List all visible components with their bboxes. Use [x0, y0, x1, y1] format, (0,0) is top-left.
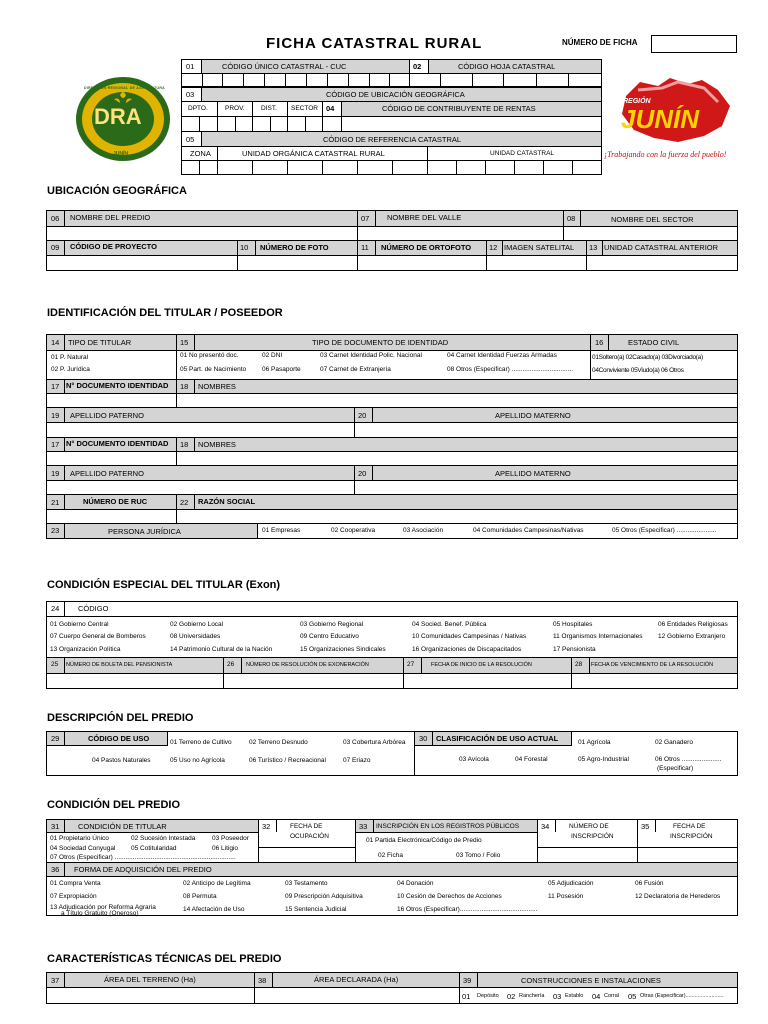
ubic-11: 11 — [361, 243, 369, 252]
exon-26: 26 — [227, 661, 235, 668]
exon-opt[interactable]: 06 Entidades Religiosas — [658, 621, 728, 628]
area-terreno-field[interactable] — [47, 988, 254, 1003]
tit-21: 21 — [51, 498, 60, 507]
fecha-inicio-field[interactable] — [404, 674, 571, 688]
forma-opt[interactable]: 03 Testamento — [285, 880, 328, 887]
clasif-04[interactable]: 04 Forestal — [515, 756, 548, 763]
uso-06[interactable]: 06 Turístico / Recreacional — [249, 757, 326, 764]
nombres-field-2[interactable] — [177, 452, 737, 465]
num-inscripcion-field[interactable] — [538, 848, 637, 862]
dpto-label: DPTO. — [188, 105, 208, 112]
clasif-02[interactable]: 02 Ganadero — [655, 739, 693, 746]
estado-civil-row1[interactable]: 01Soltero(a) 02Casado(a) 03Divorciado(a) — [592, 354, 703, 361]
exon-opt[interactable]: 10 Comunidades Campesinas / Nativas — [412, 633, 527, 640]
clasif-03[interactable]: 03 Avícola — [459, 756, 489, 763]
ubic-08: 08 — [567, 214, 576, 223]
boleta-field[interactable] — [47, 674, 223, 688]
tit-15: 15 — [180, 338, 189, 347]
contribuyente-field[interactable] — [341, 116, 602, 132]
numero-ortofoto-label: NÚMERO DE ORTOFOTO — [381, 243, 472, 252]
cond-33: 33 — [359, 822, 368, 831]
refcat-label: CÓDIGO DE REFERENCIA CATASTRAL — [323, 135, 462, 144]
boleta-label: NÚMERO DE BOLETA DEL PENSIONISTA — [66, 662, 173, 668]
persona-juridica-label: PERSONA JURÍDICA — [108, 527, 181, 536]
resolucion-field[interactable] — [224, 674, 403, 688]
constr-05-label: Otras (Especificar)......................... — [640, 993, 724, 999]
nombre-sector-label: NOMBRE DEL SECTOR — [611, 215, 694, 224]
forma-opt[interactable]: 05 Adjudicación — [548, 880, 594, 887]
code-02: 02 — [413, 62, 422, 71]
tit-17a: 17 — [51, 382, 60, 391]
amat-field-1[interactable] — [355, 423, 737, 437]
tec-39: 39 — [463, 976, 472, 985]
cond-36: 36 — [51, 865, 60, 874]
ubic-10: 10 — [240, 243, 249, 252]
clasif-06-especificar: (Especificar) — [657, 765, 694, 772]
amat-label-2: APELLIDO MATERNO — [495, 469, 571, 478]
contribuyente-label: CÓDIGO DE CONTRIBUYENTE DE RENTAS — [382, 104, 536, 113]
forma-opt[interactable]: 09 Prescripción Adquisitiva — [285, 893, 363, 900]
ndoc-label-2: N° DOCUMENTO IDENTIDAD — [66, 439, 169, 448]
tit-18a: 18 — [180, 382, 189, 391]
hoja-field[interactable] — [409, 73, 602, 87]
cond-opt-02[interactable]: 02 Sucesión Intestada — [131, 835, 196, 842]
doc-06[interactable]: 06 Pasaporte — [262, 366, 301, 373]
construcciones-label: CONSTRUCCIONES E INSTALACIONES — [521, 976, 661, 985]
exon-opt[interactable]: 09 Centro Educativo — [300, 633, 359, 640]
cond-31: 31 — [51, 822, 60, 831]
cuc-label: CÓDIGO ÚNICO CATASTRAL - CUC — [222, 62, 347, 71]
option-p-natural[interactable]: 01 P. Natural — [51, 354, 89, 361]
doc-04[interactable]: 04 Carnet Identidad Fuerzas Armadas — [447, 352, 557, 359]
exon-opt[interactable]: 11 Organismos Internacionales — [553, 633, 643, 640]
nombres-field-1[interactable] — [177, 394, 737, 407]
condicion-titular-label: CONDICIÓN DE TITULAR — [78, 822, 167, 831]
forma-opt[interactable]: 08 Permuta — [183, 893, 217, 900]
tit-18b: 18 — [180, 440, 189, 449]
doc-01[interactable]: 01 No presentó doc. — [180, 352, 239, 359]
ubic-13: 13 — [589, 243, 598, 252]
region-slogan: ¡Trabajando con la fuerza del pueblo! — [604, 150, 727, 159]
cond-opt-03[interactable]: 03 Poseedor — [212, 835, 249, 842]
code-05: 05 — [186, 135, 195, 144]
ubic-09: 09 — [51, 243, 60, 252]
section-titular-title: IDENTIFICACIÓN DEL TITULAR / POSEEDOR — [47, 307, 283, 319]
uso-05[interactable]: 05 Uso no Agrícola — [170, 757, 225, 764]
nombres-label-1: NOMBRES — [198, 382, 236, 391]
section-exon-title: CONDICIÓN ESPECIAL DEL TITULAR (Exon) — [47, 579, 281, 591]
prov-label: PROV. — [225, 105, 245, 112]
section-tecnicas-title: CARACTERÍSTICAS TÉCNICAS DEL PREDIO — [47, 953, 282, 965]
uso-02[interactable]: 02 Terreno Desnudo — [249, 739, 308, 746]
tit-20b: 20 — [358, 469, 367, 478]
zona-label: ZONA — [190, 149, 211, 158]
nombre-predio-field[interactable] — [47, 227, 357, 240]
option-p-juridica[interactable]: 02 P. Jurídica — [51, 366, 90, 373]
pj-05[interactable]: 05 Otros (Especificar) ...................... — [612, 527, 717, 534]
amat-label-1: APELLIDO MATERNO — [495, 411, 571, 420]
estado-civil-row2[interactable]: 04Conviviente 05Viudo(a) 06 Otros — [592, 367, 684, 374]
exon-opt[interactable]: 16 Organizaciones de Discapacitados — [412, 646, 522, 653]
code-01: 01 — [186, 62, 195, 71]
code-03: 03 — [186, 90, 195, 99]
ubicacion-code-field[interactable] — [181, 116, 342, 132]
forma-opt[interactable]: 16 Otros (Especificar)........................................... — [397, 906, 538, 913]
exon-opt[interactable]: 17 Pensionista — [553, 646, 596, 653]
constr-04[interactable]: 04 — [592, 992, 601, 1001]
resolucion-label: NÚMERO DE RESOLUCIÓN DE EXONERACIÓN — [246, 662, 369, 668]
pj-03[interactable]: 03 Asociación — [403, 527, 444, 534]
tit-19a: 19 — [51, 411, 60, 420]
doc-03[interactable]: 03 Carnet Identidad Polic. Nacional — [320, 352, 422, 359]
ubic-06: 06 — [51, 214, 60, 223]
tipo-doc-label: TIPO DE DOCUMENTO DE IDENTIDAD — [312, 338, 449, 347]
ruc-field[interactable] — [47, 510, 176, 523]
constr-02-label: Ranchería — [519, 993, 545, 999]
forma-opt-13[interactable]: 13 Adjudicación por Reforma Agraria — [50, 904, 156, 911]
tec-38: 38 — [258, 976, 267, 985]
constr-02[interactable]: 02 — [507, 992, 516, 1001]
area-declarada-label: ÁREA DECLARADA (Ha) — [314, 975, 399, 984]
tit-22: 22 — [180, 498, 189, 507]
cond-opt-07[interactable]: 07 Otros (Especificar) ................................................................... — [50, 854, 236, 861]
constr-04-label: Corral — [604, 993, 619, 999]
cuc-field[interactable] — [181, 73, 410, 87]
exon-24: 24 — [51, 604, 60, 613]
razon-social-field[interactable] — [177, 510, 737, 523]
uc-anterior-label: UNIDAD CATASTRAL ANTERIOR — [604, 243, 719, 252]
cond-35: 35 — [641, 822, 650, 831]
nombre-sector-field[interactable] — [564, 227, 737, 240]
clasif-01[interactable]: 01 Agrícola — [578, 739, 611, 746]
pj-04[interactable]: 04 Comunidades Campesinas/Nativas — [473, 527, 584, 534]
fecha-inscripcion-field[interactable] — [638, 848, 737, 862]
forma-opt[interactable]: 04 Donación — [397, 880, 434, 887]
cond-opt-01[interactable]: 01 Propietario Único — [50, 835, 109, 842]
tipo-titular-label: TIPO DE TITULAR — [68, 338, 132, 347]
area-terreno-label: ÁREA DEL TERRENO (Ha) — [104, 975, 196, 984]
inscr-opt-01[interactable]: 01 Partida Electrónica/Código de Predio — [366, 837, 482, 844]
dra-logo-text: DRA — [94, 104, 142, 129]
exon-25: 25 — [51, 661, 59, 668]
region-small-text: REGIÓN — [623, 98, 651, 105]
constr-03-label: Establo — [565, 993, 584, 999]
uocr-label: UNIDAD ORGÁNICA CATASTRAL RURAL — [242, 149, 385, 158]
exon-opt[interactable]: 02 Gobierno Local — [170, 621, 224, 628]
ubicacion-code-label: CÓDIGO DE UBICACIÓN GEOGRÁFICA — [326, 90, 465, 99]
num-inscripcion-label-1: NÚMERO DE — [569, 823, 609, 830]
cond-opt-06[interactable]: 06 Litigio — [212, 845, 239, 852]
area-declarada-field[interactable] — [255, 988, 459, 1003]
nombre-valle-field[interactable] — [358, 227, 563, 240]
nombre-valle-label: NOMBRE DEL VALLE — [387, 213, 462, 222]
tit-16: 16 — [595, 338, 604, 347]
fecha-inscripcion-label-1: FECHA DE — [673, 823, 706, 830]
inscripcion-label: INSCRIPCIÓN EN LOS REGISTROS PÚBLICOS — [376, 823, 520, 830]
section-condicion-title: CONDICIÓN DEL PREDIO — [47, 799, 181, 811]
dra-logo-bottom-text: JUNÍN — [113, 151, 129, 157]
desc-29: 29 — [51, 734, 60, 743]
ndoc-field-2[interactable] — [47, 452, 176, 465]
exon-opt[interactable]: 04 Socied. Benef. Pública — [412, 621, 487, 628]
forma-opt[interactable]: 01 Compra Venta — [50, 880, 101, 887]
exon-opt[interactable]: 07 Cuerpo General de Bomberos — [50, 633, 146, 640]
hoja-label: CÓDIGO HOJA CATASTRAL — [458, 62, 556, 71]
tit-23: 23 — [51, 526, 60, 535]
doc-02[interactable]: 02 DNI — [262, 352, 283, 359]
clasif-05[interactable]: 05 Agro-Industrial — [578, 756, 629, 763]
forma-opt[interactable]: 11 Posesión — [548, 893, 584, 900]
forma-opt[interactable]: 06 Fusión — [635, 880, 664, 887]
apat-label-2: APELLIDO PATERNO — [70, 469, 144, 478]
ndoc-label-1: N° DOCUMENTO IDENTIDAD — [66, 381, 169, 390]
clasificacion-label: CLASIFICACIÓN DE USO ACTUAL — [436, 734, 559, 743]
ubic-07: 07 — [361, 214, 370, 223]
fecha-ocupacion-label-1: FECHA DE — [290, 823, 323, 830]
ubic-12: 12 — [489, 243, 498, 252]
exon-opt[interactable]: 08 Universidades — [170, 633, 221, 640]
apat-label-1: APELLIDO PATERNO — [70, 411, 144, 420]
uso-07[interactable]: 07 Eriazo — [343, 757, 371, 764]
fecha-ocupacion-field[interactable] — [259, 848, 355, 862]
tit-20a: 20 — [358, 411, 367, 420]
sector-label: SECTOR — [291, 105, 318, 112]
uso-04[interactable]: 04 Pastos Naturales — [92, 757, 151, 764]
inscr-opt-03[interactable]: 03 Tomo / Folio — [456, 852, 501, 859]
section-ubicacion-title: UBICACIÓN GEOGRÁFICA — [47, 185, 187, 197]
apat-field-1[interactable] — [47, 423, 354, 437]
uso-03[interactable]: 03 Cobertura Arbórea — [343, 739, 406, 746]
forma-opt[interactable]: 02 Anticipo de Legítima — [183, 880, 251, 887]
constr-01-label: Depósito — [477, 993, 499, 999]
form-title: FICHA CATASTRAL RURAL — [266, 35, 483, 52]
uso-01[interactable]: 01 Terreno de Cultivo — [170, 739, 232, 746]
apat-field-2[interactable] — [47, 481, 354, 494]
forma-opt[interactable]: 15 Sentencia Judicial — [285, 906, 347, 913]
code-04: 04 — [326, 104, 335, 113]
forma-opt[interactable]: 12 Declaratoria de Herederos — [635, 893, 721, 900]
pj-02[interactable]: 02 Cooperativa — [331, 527, 376, 534]
num-inscripcion-label-2: INSCRIPCIÓN — [571, 833, 614, 840]
exon-codigo-label: CÓDIGO — [78, 604, 109, 613]
region-big-text: JUNÍN — [621, 104, 700, 134]
exon-opt[interactable]: 03 Gobierno Regional — [300, 621, 364, 628]
amat-field-2[interactable] — [355, 481, 737, 494]
clasif-06[interactable]: 06 Otros ...................... — [655, 756, 722, 763]
tit-19b: 19 — [51, 469, 60, 478]
constr-01[interactable]: 01 — [462, 992, 471, 1001]
tit-17b: 17 — [51, 440, 60, 449]
fecha-venc-label: FECHA DE VENCIMIENTO DE LA RESOLUCIÓN — [591, 662, 714, 668]
razon-social-label: RAZÓN SOCIAL — [198, 497, 256, 506]
ruc-label: NÚMERO DE RUC — [83, 497, 148, 506]
ucat-label: UNIDAD CATASTRAL — [490, 150, 555, 157]
fecha-ocupacion-label-2: OCUPACIÓN — [290, 833, 329, 840]
exon-opt[interactable]: 14 Patrimonio Cultural de la Nación — [170, 646, 273, 653]
tec-37: 37 — [51, 976, 60, 985]
exon-28: 28 — [575, 661, 583, 668]
exon-27: 27 — [407, 661, 415, 668]
dist-label: DIST. — [261, 105, 277, 112]
cond-opt-04[interactable]: 04 Sociedad Conyugal — [50, 845, 116, 852]
ndoc-field-1[interactable] — [47, 394, 176, 407]
dra-logo-ring-text: DIRECCIÓN REGIONAL DE AGRICULTURA — [84, 86, 166, 90]
exon-opt[interactable]: 13 Organización Política — [50, 646, 121, 653]
codigo-proyecto-label: CÓDIGO DE PROYECTO — [70, 242, 157, 251]
exon-opt[interactable]: 12 Gobierno Extranjero — [658, 633, 726, 640]
doc-05[interactable]: 05 Part. de Nacimiento — [180, 366, 247, 373]
forma-opt-13b: a Título Gratuito (Oneroso) — [61, 910, 139, 917]
numero-ficha-label: NÚMERO DE FICHA — [562, 38, 638, 47]
codigo-uso-label: CÓDIGO DE USO — [88, 734, 150, 743]
forma-opt[interactable]: 10 Cesión de Derechos de Acciones — [397, 893, 502, 900]
desc-30: 30 — [419, 734, 428, 743]
pj-01[interactable]: 01 Empresas — [262, 527, 301, 534]
imagen-satelital-label: IMAGEN SATELITAL — [504, 243, 575, 252]
exon-opt[interactable]: 05 Hospitales — [553, 621, 593, 628]
forma-opt[interactable]: 07 Expropiación — [50, 893, 97, 900]
section-descripcion-title: DESCRIPCIÓN DEL PREDIO — [47, 712, 194, 724]
doc-08[interactable]: 08 Otros (Especificar) .................................. — [447, 366, 574, 373]
forma-opt[interactable]: 14 Afectación de Uso — [183, 906, 245, 913]
numero-ficha-field[interactable] — [651, 35, 737, 53]
exon-opt[interactable]: 01 Gobierno Central — [50, 621, 109, 628]
estado-civil-label: ESTADO CIVIL — [628, 338, 680, 347]
fecha-inicio-label: FECHA DE INICIO DE LA RESOLUCIÓN — [431, 662, 532, 668]
tit-14: 14 — [51, 338, 60, 347]
exon-opt[interactable]: 15 Organizaciones Sindicales — [300, 646, 386, 653]
numero-foto-label: NÚMERO DE FOTO — [260, 243, 329, 252]
nombres-label-2: NOMBRES — [198, 440, 236, 449]
inscr-opt-02[interactable]: 02 Ficha — [378, 852, 403, 859]
constr-05[interactable]: 05 — [628, 992, 637, 1001]
nombre-predio-label: NOMBRE DEL PREDIO — [70, 213, 151, 222]
doc-07[interactable]: 07 Carnet de Extranjería — [320, 366, 391, 373]
constr-03[interactable]: 03 — [553, 992, 562, 1001]
cond-opt-05[interactable]: 05 Cotitularidad — [131, 845, 177, 852]
fecha-venc-field[interactable] — [572, 674, 737, 688]
cond-32: 32 — [262, 822, 271, 831]
fecha-inscripcion-label-2: INSCRIPCIÓN — [670, 833, 713, 840]
cond-34: 34 — [541, 822, 550, 831]
forma-adquisicion-label: FORMA DE ADQUISICIÓN DEL PREDIO — [74, 865, 212, 874]
